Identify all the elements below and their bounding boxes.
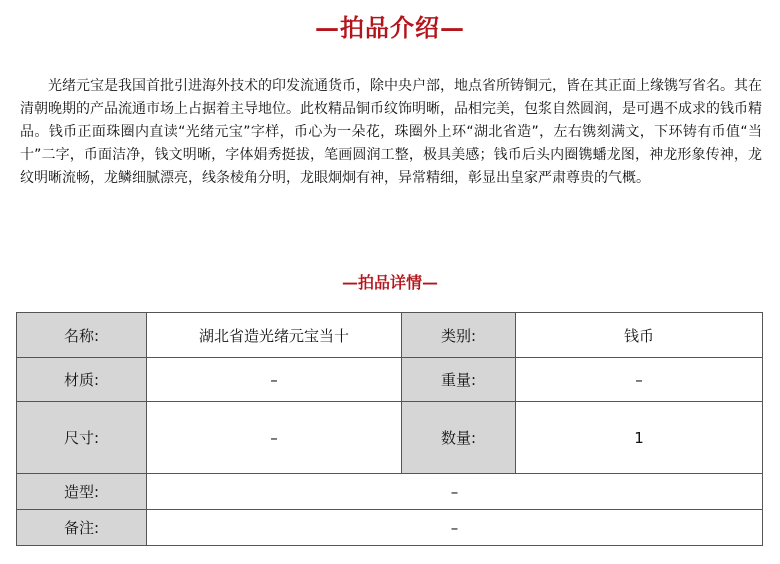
weight-value: – (516, 358, 763, 402)
shape-value: – (147, 474, 763, 510)
category-value: 钱币 (516, 313, 763, 358)
remark-value: – (147, 510, 763, 546)
material-value: – (147, 358, 402, 402)
category-label: 类别: (402, 313, 516, 358)
size-value: – (147, 402, 402, 474)
table-row (17, 474, 763, 510)
quantity-label: 数量: (402, 402, 516, 474)
material-label: 材质: (17, 358, 147, 402)
intro-title: —拍品介绍— (315, 13, 465, 42)
table-row (17, 358, 763, 402)
details-title: —拍品详情— (341, 273, 438, 292)
shape-label: 造型: (17, 474, 147, 510)
name-value: 湖北省造光绪元宝当十 (147, 313, 402, 358)
table-row (17, 313, 763, 358)
remark-label: 备注: (17, 510, 147, 546)
table-row (17, 510, 763, 546)
name-label: 名称: (17, 313, 147, 358)
weight-label: 重量: (402, 358, 516, 402)
intro-paragraph: 光绪元宝是我国首批引进海外技术的印发流通货币，除中央户部，地点省所铸铜元，皆在其正面上缘镌写省名。其在清朝晚期的产品流通市场上占据着主导地位。此枚精品铜币纹饰明晰，品相完美，包浆自然圆润，是可遇不成求的钱币精品。钱币正面珠圈内直读“光绪元宝”字样，币心为一朵花，珠圈外上环“湖北省造”，左右镌刻满文，下环铸有币值“当十”二字，币面洁净，钱文明晰，字体娟秀挺拔，笔画圆润工整，极具美感；钱币后头内圈镌蟠龙图，神龙形象传神，龙纹明晰流畅，龙鳞细腻漂亮，线条棱角分明，龙眼炯炯有神，异常精细，彰显出皇家严肃尊贵的气概。 (20, 78, 762, 186)
quantity-value: 1 (516, 402, 763, 474)
table-row (17, 402, 763, 474)
details-table (16, 312, 763, 546)
size-label: 尺寸: (17, 402, 147, 474)
